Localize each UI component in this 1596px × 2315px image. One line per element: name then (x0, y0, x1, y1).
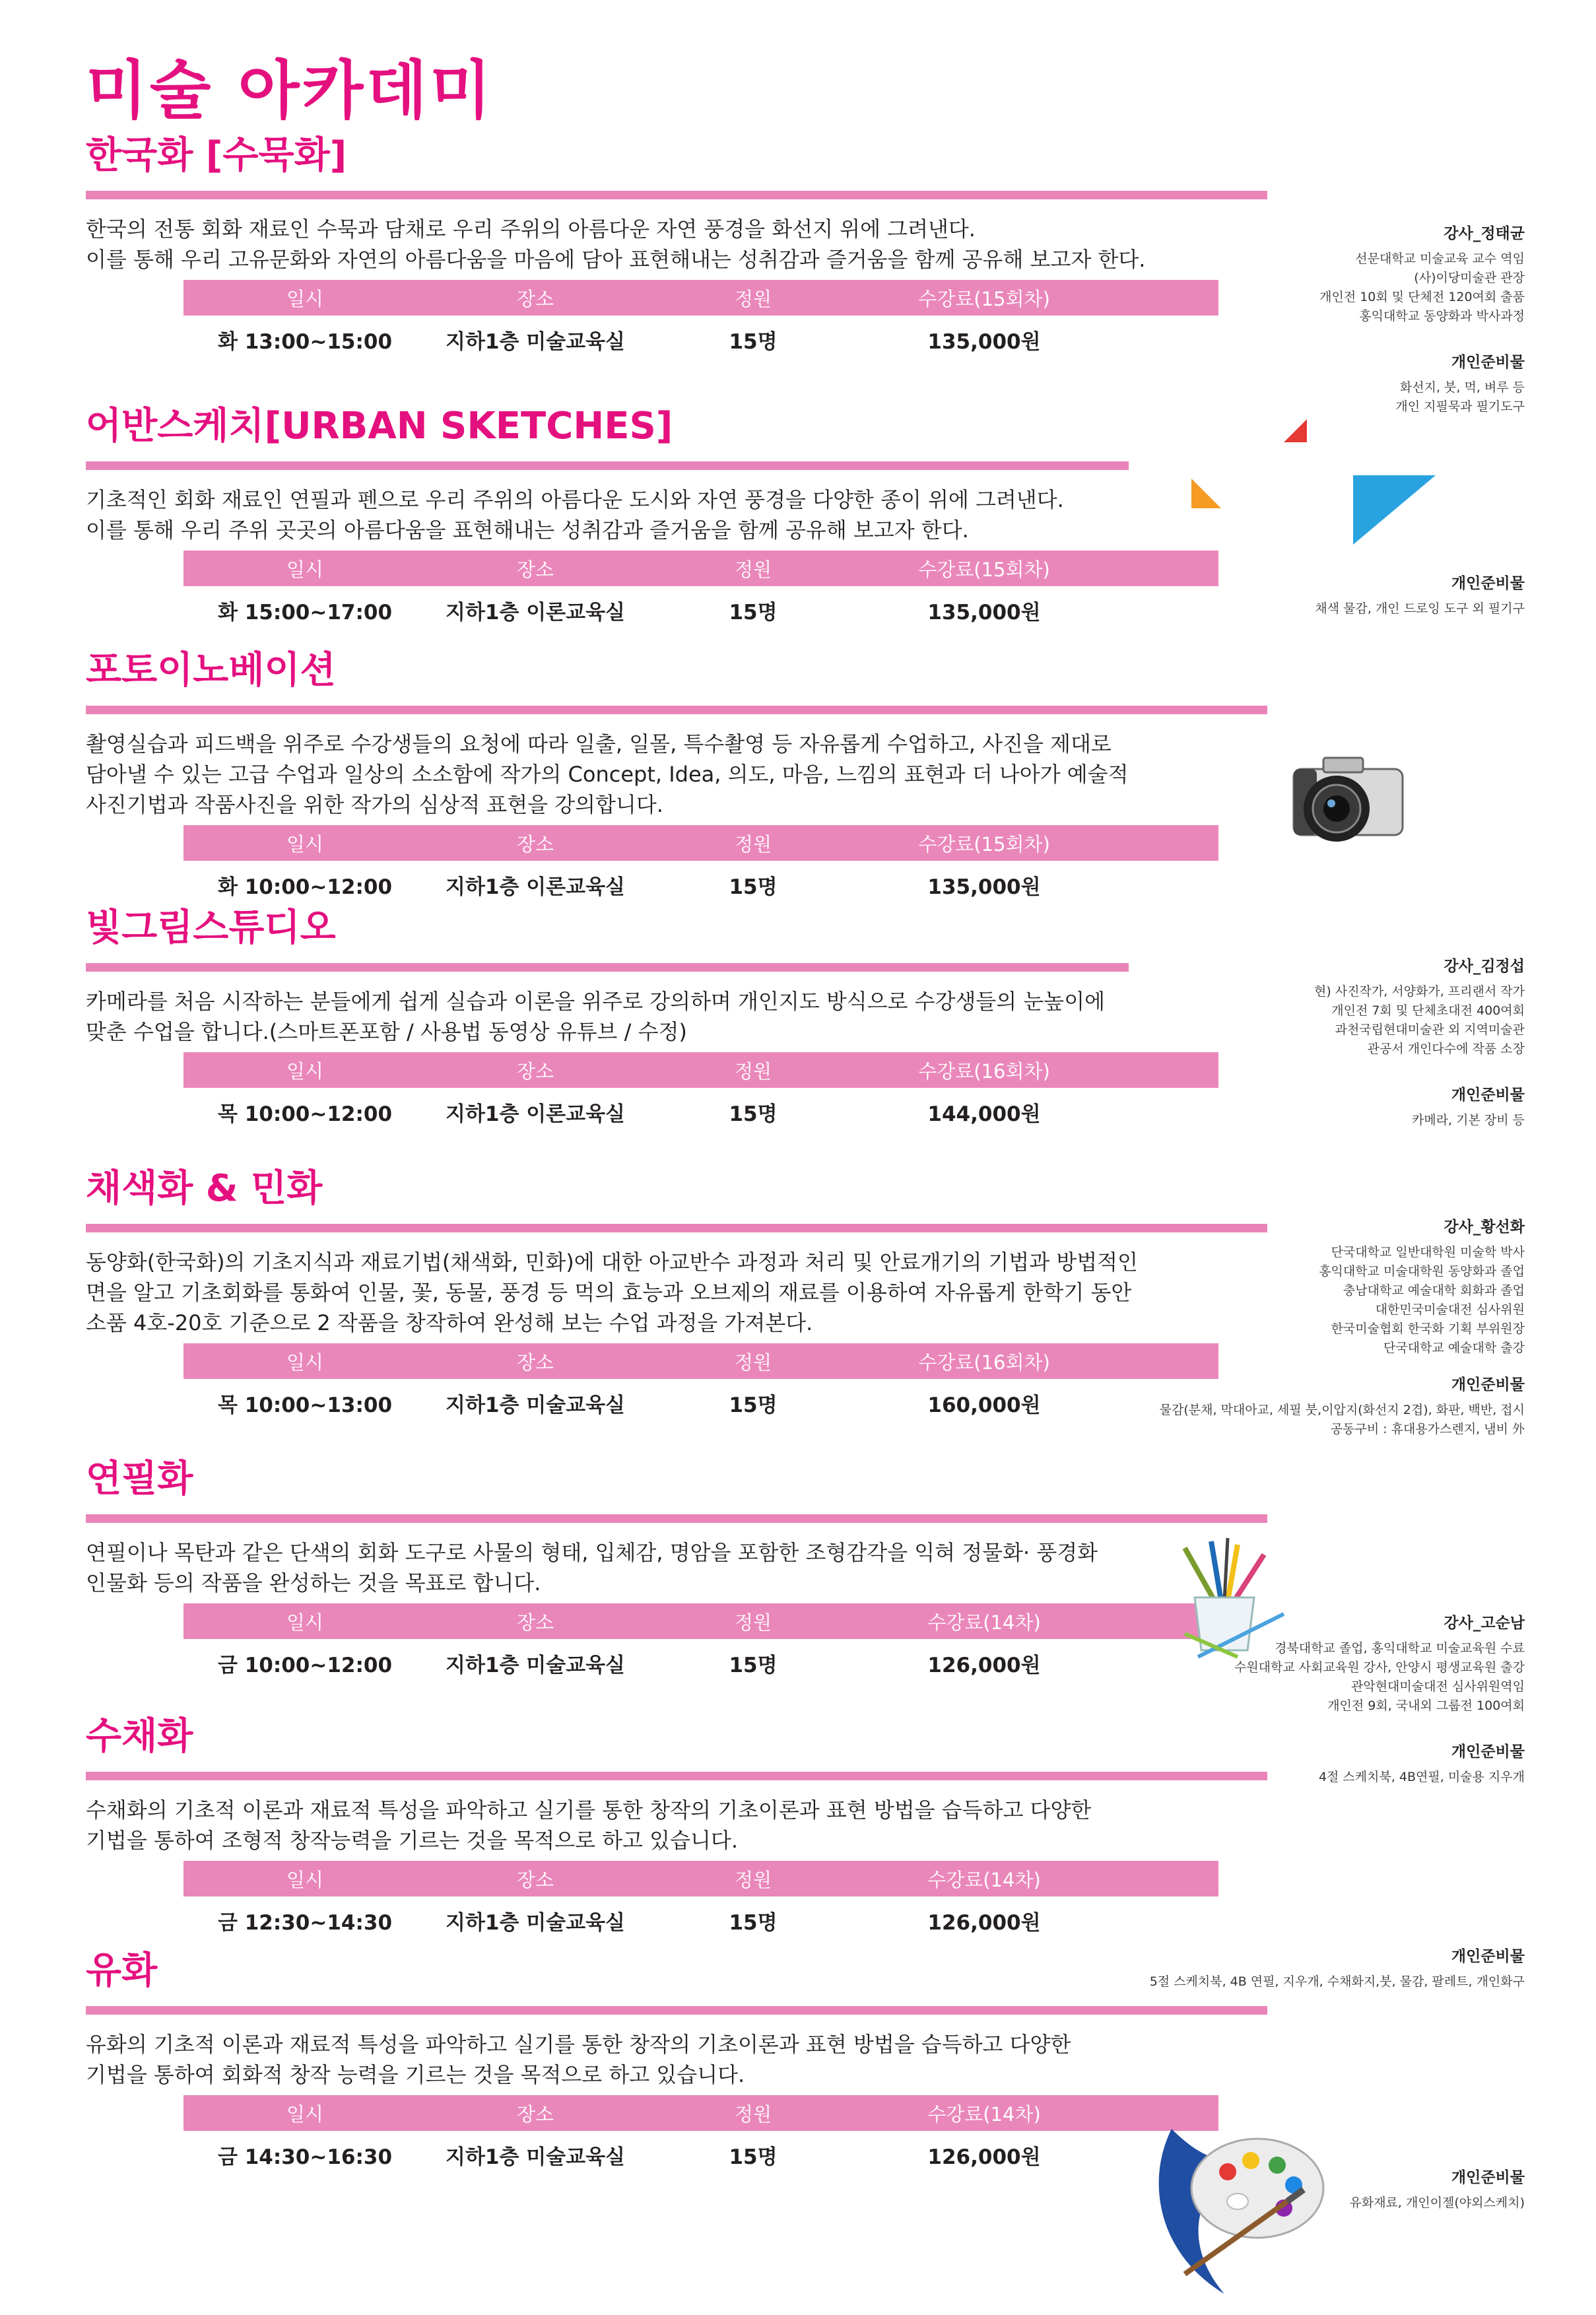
info-table (183, 551, 1218, 634)
section-description: 기초적인 회화 재료인 연필과 펜으로 우리 주위의 아름다운 도시와 자연 풍경을 다양한 종이 위에 그려낸다. 이를 통해 우리 주위 곳곳의 아름다움을 표현해내는 성취감과 즐거움을 함께 공유해 보고자 한다. (86, 487, 1064, 543)
section-title: 어반스케치[URBAN SKETCHES] (86, 405, 673, 448)
cell-fee: 135,000원 (927, 600, 1041, 624)
prep-line: 유화재료, 개인이젤(야외스케치) (1349, 2196, 1525, 2210)
header-capacity: 정원 (734, 1059, 772, 1083)
header-fee: 수강료(15회차) (918, 558, 1050, 581)
lecturer-title: 강사_정태균 (1444, 225, 1525, 242)
cell-fee: 126,000원 (927, 1653, 1041, 1677)
lecturer-line: 개인전 10회 및 단체전 120여회 출품 (1319, 290, 1525, 304)
section-title: 유화 (86, 1949, 158, 1992)
cell-place: 지하1층 미술교육실 (446, 329, 625, 354)
lecturer-line: 단국대학교 일반대학원 미술학 박사 (1331, 1245, 1525, 1259)
header-place: 장소 (516, 1868, 554, 1891)
section-divider (86, 1514, 1267, 1523)
prep-line: 화선지, 붓, 먹, 벼루 등 (1399, 380, 1525, 395)
side-block-3 (1314, 954, 1525, 1130)
section-description: 촬영실습과 피드백을 위주로 수강생들의 요청에 따라 일출, 일몰, 특수촬영 등 자유롭게 수업하고, 사진을 제대로 담아낼 수 있는 고급 수업과 일상의 소소함에 작가의 Concept, Idea, 의도, 마음, 느낌의 표현과 더 나아가 예술적 사진기법과 작품사진을 위한 작가의 심상적 표현을 강의합니다. (86, 731, 1129, 817)
info-table-header (183, 1343, 1218, 1379)
prep-line: 채색 물감, 개인 드로잉 도구 외 필기구 (1315, 601, 1525, 616)
section-divider (86, 963, 1129, 972)
cell-place: 지하1층 이론교육실 (446, 875, 625, 899)
info-table (183, 2095, 1218, 2178)
lecturer-line: 현) 사진작가, 서양화가, 프리랜서 작가 (1314, 984, 1525, 999)
header-fee: 수강료(14차) (927, 1868, 1041, 1891)
lecturer-line: (사)이당미술관 관장 (1414, 271, 1525, 285)
info-table-header (183, 280, 1218, 316)
cell-time: 화 13:00~15:00 (217, 329, 393, 354)
section-title: 포토이노베이션 (86, 649, 336, 692)
section-description: 동양화(한국화)의 기초지식과 재료기법(채색화, 민화)에 대한 아교반수 과정과 처리 및 안료개기의 기법과 방법적인 면을 알고 기초회화를 통화여 인물, 꽃, 동물, 풍경 등 먹의 효능과 오브제의 재료를 이용하여 자유롭게 한학기 동안 소품 4호-20호 기준으로 2 작품을 창작하여 완성해 보는 수업 과정을 가져본다. (86, 1250, 1138, 1335)
header-capacity: 정원 (734, 558, 772, 581)
header-capacity: 정원 (734, 1611, 772, 1634)
header-capacity: 정원 (734, 287, 772, 310)
info-table-row (183, 586, 1218, 634)
cell-place: 지하1층 미술교육실 (446, 1653, 625, 1677)
lecturer-line: 관공서 개인다수에 작품 소장 (1367, 1042, 1525, 1056)
info-table-row (183, 1088, 1218, 1135)
course-section (86, 135, 1267, 363)
header-date: 일시 (286, 1611, 324, 1634)
cell-fee: 135,000원 (927, 875, 1041, 899)
camera-icon (1284, 746, 1409, 852)
info-table-row (183, 861, 1218, 908)
cell-time: 금 14:30~16:30 (217, 2145, 393, 2169)
side-block-6 (1150, 1944, 1525, 1992)
lecturer-line: 단국대학교 예술대학 출강 (1383, 1341, 1525, 1355)
page-title: 미술 아카데미 (86, 53, 494, 127)
cell-time: 화 10:00~12:00 (217, 875, 393, 899)
cell-place: 지하1층 미술교육실 (446, 2145, 625, 2169)
info-table-row (183, 1379, 1218, 1426)
section-description: 연필이나 목탄과 같은 단색의 회화 도구로 사물의 형태, 입체감, 명암을 포함한 조형감각을 익혀 정물화· 풍경화 인물화 등의 작품을 완성하는 것을 목표로 합니다. (86, 1540, 1098, 1595)
section-title: 수채화 (86, 1715, 193, 1758)
cell-time: 금 10:00~12:00 (217, 1653, 393, 1677)
section-divider (86, 1224, 1267, 1232)
lecturer-line: 선문대학교 미술교육 교수 역임 (1355, 252, 1525, 266)
cell-place: 지하1층 이론교육실 (446, 1102, 625, 1126)
section-title: 한국화 [수묵화] (86, 134, 347, 177)
header-fee: 수강료(16회차) (918, 1059, 1050, 1083)
info-table-row (183, 1896, 1218, 1944)
cell-time: 화 15:00~17:00 (217, 600, 393, 624)
cell-capacity: 15명 (729, 1910, 778, 1935)
header-capacity: 정원 (734, 832, 772, 856)
cell-place: 지하1층 미술교육실 (446, 1910, 625, 1935)
section-title: 연필화 (86, 1458, 193, 1500)
lecturer-line: 홍익대학교 동양화과 박사과정 (1359, 309, 1525, 323)
cell-capacity: 15명 (729, 2145, 778, 2169)
cell-capacity: 15명 (729, 1653, 778, 1677)
section-description: 수채화의 기초적 이론과 재료적 특성을 파악하고 실기를 통한 창작의 기초이론과 표현 방법을 습득하고 다양한 기법을 통하여 조형적 창작능력을 기르는 것을 목적으로 하고 있습니다. (86, 1797, 1092, 1853)
cell-fee: 135,000원 (927, 329, 1041, 354)
prep-label: 개인준비물 (1451, 1948, 1525, 1965)
info-table-row (183, 2131, 1218, 2178)
header-date: 일시 (286, 2102, 324, 2126)
palette-icon (1145, 2102, 1330, 2300)
course-section (86, 650, 1267, 908)
cell-fee: 126,000원 (927, 2145, 1041, 2169)
header-fee: 수강료(14차) (927, 1611, 1041, 1634)
lecturer-line: 개인전 9회, 국내외 그룹전 100여회 (1327, 1698, 1525, 1713)
header-place: 장소 (516, 287, 554, 310)
lecturer-line: 홍익대학교 미술대학원 동양화과 졸업 (1319, 1264, 1525, 1279)
cell-time: 목 10:00~13:00 (217, 1393, 393, 1417)
info-table-header (183, 825, 1218, 861)
prep-label: 개인준비물 (1451, 2169, 1525, 2186)
cell-capacity: 15명 (729, 600, 778, 624)
course-section (86, 908, 1267, 1135)
header-date: 일시 (286, 832, 324, 856)
side-block-4 (1160, 1215, 1525, 1439)
cell-fee: 144,000원 (927, 1102, 1041, 1126)
info-table (183, 1603, 1218, 1687)
cell-time: 금 12:30~14:30 (217, 1910, 393, 1935)
header-place: 장소 (516, 1059, 554, 1083)
lecturer-line: 과천국립현대미술관 외 지역미술관 (1335, 1023, 1525, 1037)
prep-line: 공동구비 : 휴대용가스렌지, 냄비 外 (1330, 1422, 1525, 1436)
prep-line: 카메라, 기본 장비 등 (1412, 1113, 1525, 1127)
header-place: 장소 (516, 2102, 554, 2126)
info-table-header (183, 2095, 1218, 2131)
triangle-decoration (1188, 413, 1439, 545)
header-date: 일시 (286, 287, 324, 310)
section-divider (86, 461, 1129, 470)
prep-line: 4절 스케치북, 4B연필, 미술용 지우개 (1318, 1770, 1525, 1784)
lecturer-title: 강사_김정섭 (1444, 958, 1525, 975)
info-table-header (183, 551, 1218, 586)
cell-time: 목 10:00~12:00 (217, 1102, 393, 1126)
cell-capacity: 15명 (729, 1393, 778, 1417)
lecturer-line: 충남대학교 예술대학 회화과 졸업 (1343, 1283, 1525, 1298)
prep-label: 개인준비물 (1451, 575, 1525, 592)
cell-place: 지하1층 미술교육실 (446, 1393, 625, 1417)
info-table (183, 1861, 1218, 1944)
side-block-1 (1319, 221, 1525, 417)
section-description: 카메라를 처음 시작하는 분들에게 쉽게 실습과 이론을 위주로 강의하며 개인지도 방식으로 수강생들의 눈높이에 맞춘 수업을 합니다.(스마트폰포함 / 사용법 동영상 유튜브 / 수정) (86, 989, 1106, 1044)
header-fee: 수강료(16회차) (918, 1351, 1050, 1374)
section-divider (86, 191, 1267, 199)
section-description: 한국의 전통 회화 재료인 수묵과 담채로 우리 주위의 아름다운 자연 풍경을 화선지 위에 그려낸다. 이를 통해 우리 고유문화와 자연의 아름다움을 마음에 담아 표현해내는 성취감과 즐거움을 함께 공유해 보고자 한다. (86, 217, 1146, 272)
prep-label: 개인준비물 (1451, 354, 1525, 371)
lecturer-line: 대한민국미술대전 심사위원 (1375, 1302, 1525, 1317)
lecturer-line: 한국미술협회 한국화 기획 부위원장 (1331, 1322, 1525, 1336)
header-place: 장소 (516, 1351, 554, 1374)
lecturer-title: 강사_황선화 (1444, 1219, 1525, 1236)
course-section (86, 406, 1267, 634)
lecturer-line: 경북대학교 졸업, 홍익대학교 미술교육원 수료 (1275, 1641, 1525, 1656)
prep-line: 5절 스케치북, 4B 연필, 지우개, 수채화지,붓, 물감, 팔레트, 개인화구 (1149, 1974, 1525, 1989)
cell-fee: 160,000원 (927, 1393, 1041, 1417)
lecturer-line: 관악현대미술대전 심사위원역임 (1351, 1679, 1525, 1694)
prep-line: 물감(분채, 막대아교, 세필 붓,이압지(화선지 2겹), 화판, 백반, 접시 (1159, 1403, 1525, 1417)
side-block-2 (1315, 571, 1525, 619)
info-table-row (183, 316, 1218, 363)
header-date: 일시 (286, 1868, 324, 1891)
header-capacity: 정원 (734, 2102, 772, 2126)
header-fee: 수강료(15회차) (918, 287, 1050, 310)
header-place: 장소 (516, 558, 554, 581)
pencil-cup-icon (1158, 1535, 1290, 1660)
cell-fee: 126,000원 (927, 1910, 1041, 1935)
info-table (183, 280, 1218, 363)
header-place: 장소 (516, 832, 554, 856)
header-fee: 수강료(14차) (927, 2102, 1041, 2126)
course-section (86, 1951, 1267, 2178)
section-divider (86, 706, 1267, 714)
section-divider (86, 1772, 1267, 1780)
prep-label: 개인준비물 (1451, 1743, 1525, 1761)
info-table-header (183, 1603, 1218, 1639)
course-section (86, 1168, 1267, 1426)
cell-capacity: 15명 (729, 1102, 778, 1126)
header-capacity: 정원 (734, 1868, 772, 1891)
info-table-header (183, 1052, 1218, 1088)
side-block-7 (1349, 2165, 1525, 2213)
cell-place: 지하1층 이론교육실 (446, 600, 625, 624)
header-place: 장소 (516, 1611, 554, 1634)
section-title: 채색화 & 민화 (86, 1167, 323, 1210)
section-title: 빛그림스튜디오 (86, 906, 336, 949)
info-table-row (183, 1639, 1218, 1687)
lecturer-line: 개인전 7회 및 단체초대전 400여회 (1331, 1003, 1525, 1018)
header-date: 일시 (286, 558, 324, 581)
section-description: 유화의 기초적 이론과 재료적 특성을 파악하고 실기를 통한 창작의 기초이론과 표현 방법을 습득하고 다양한 기법을 통하여 회화적 창작 능력을 기르는 것을 목적으로 하고 있습니다. (86, 2032, 1071, 2087)
prep-label: 개인준비물 (1451, 1376, 1525, 1393)
prep-line: 개인 지필묵과 필기도구 (1395, 399, 1525, 414)
header-fee: 수강료(15회차) (918, 832, 1050, 856)
header-date: 일시 (286, 1351, 324, 1374)
lecturer-title: 강사_고순남 (1444, 1615, 1525, 1632)
info-table (183, 1052, 1218, 1135)
cell-capacity: 15명 (729, 329, 778, 354)
course-section (86, 1716, 1267, 1944)
info-table (183, 1343, 1218, 1426)
header-date: 일시 (286, 1059, 324, 1083)
prep-label: 개인준비물 (1451, 1087, 1525, 1104)
header-capacity: 정원 (734, 1351, 772, 1374)
info-table-header (183, 1861, 1218, 1896)
section-divider (86, 2006, 1267, 2015)
info-table (183, 825, 1218, 908)
cell-capacity: 15명 (729, 875, 778, 899)
course-section (86, 1459, 1267, 1687)
lecturer-line: 수원대학교 사회교육원 강사, 안양시 평생교육원 출강 (1234, 1660, 1525, 1675)
